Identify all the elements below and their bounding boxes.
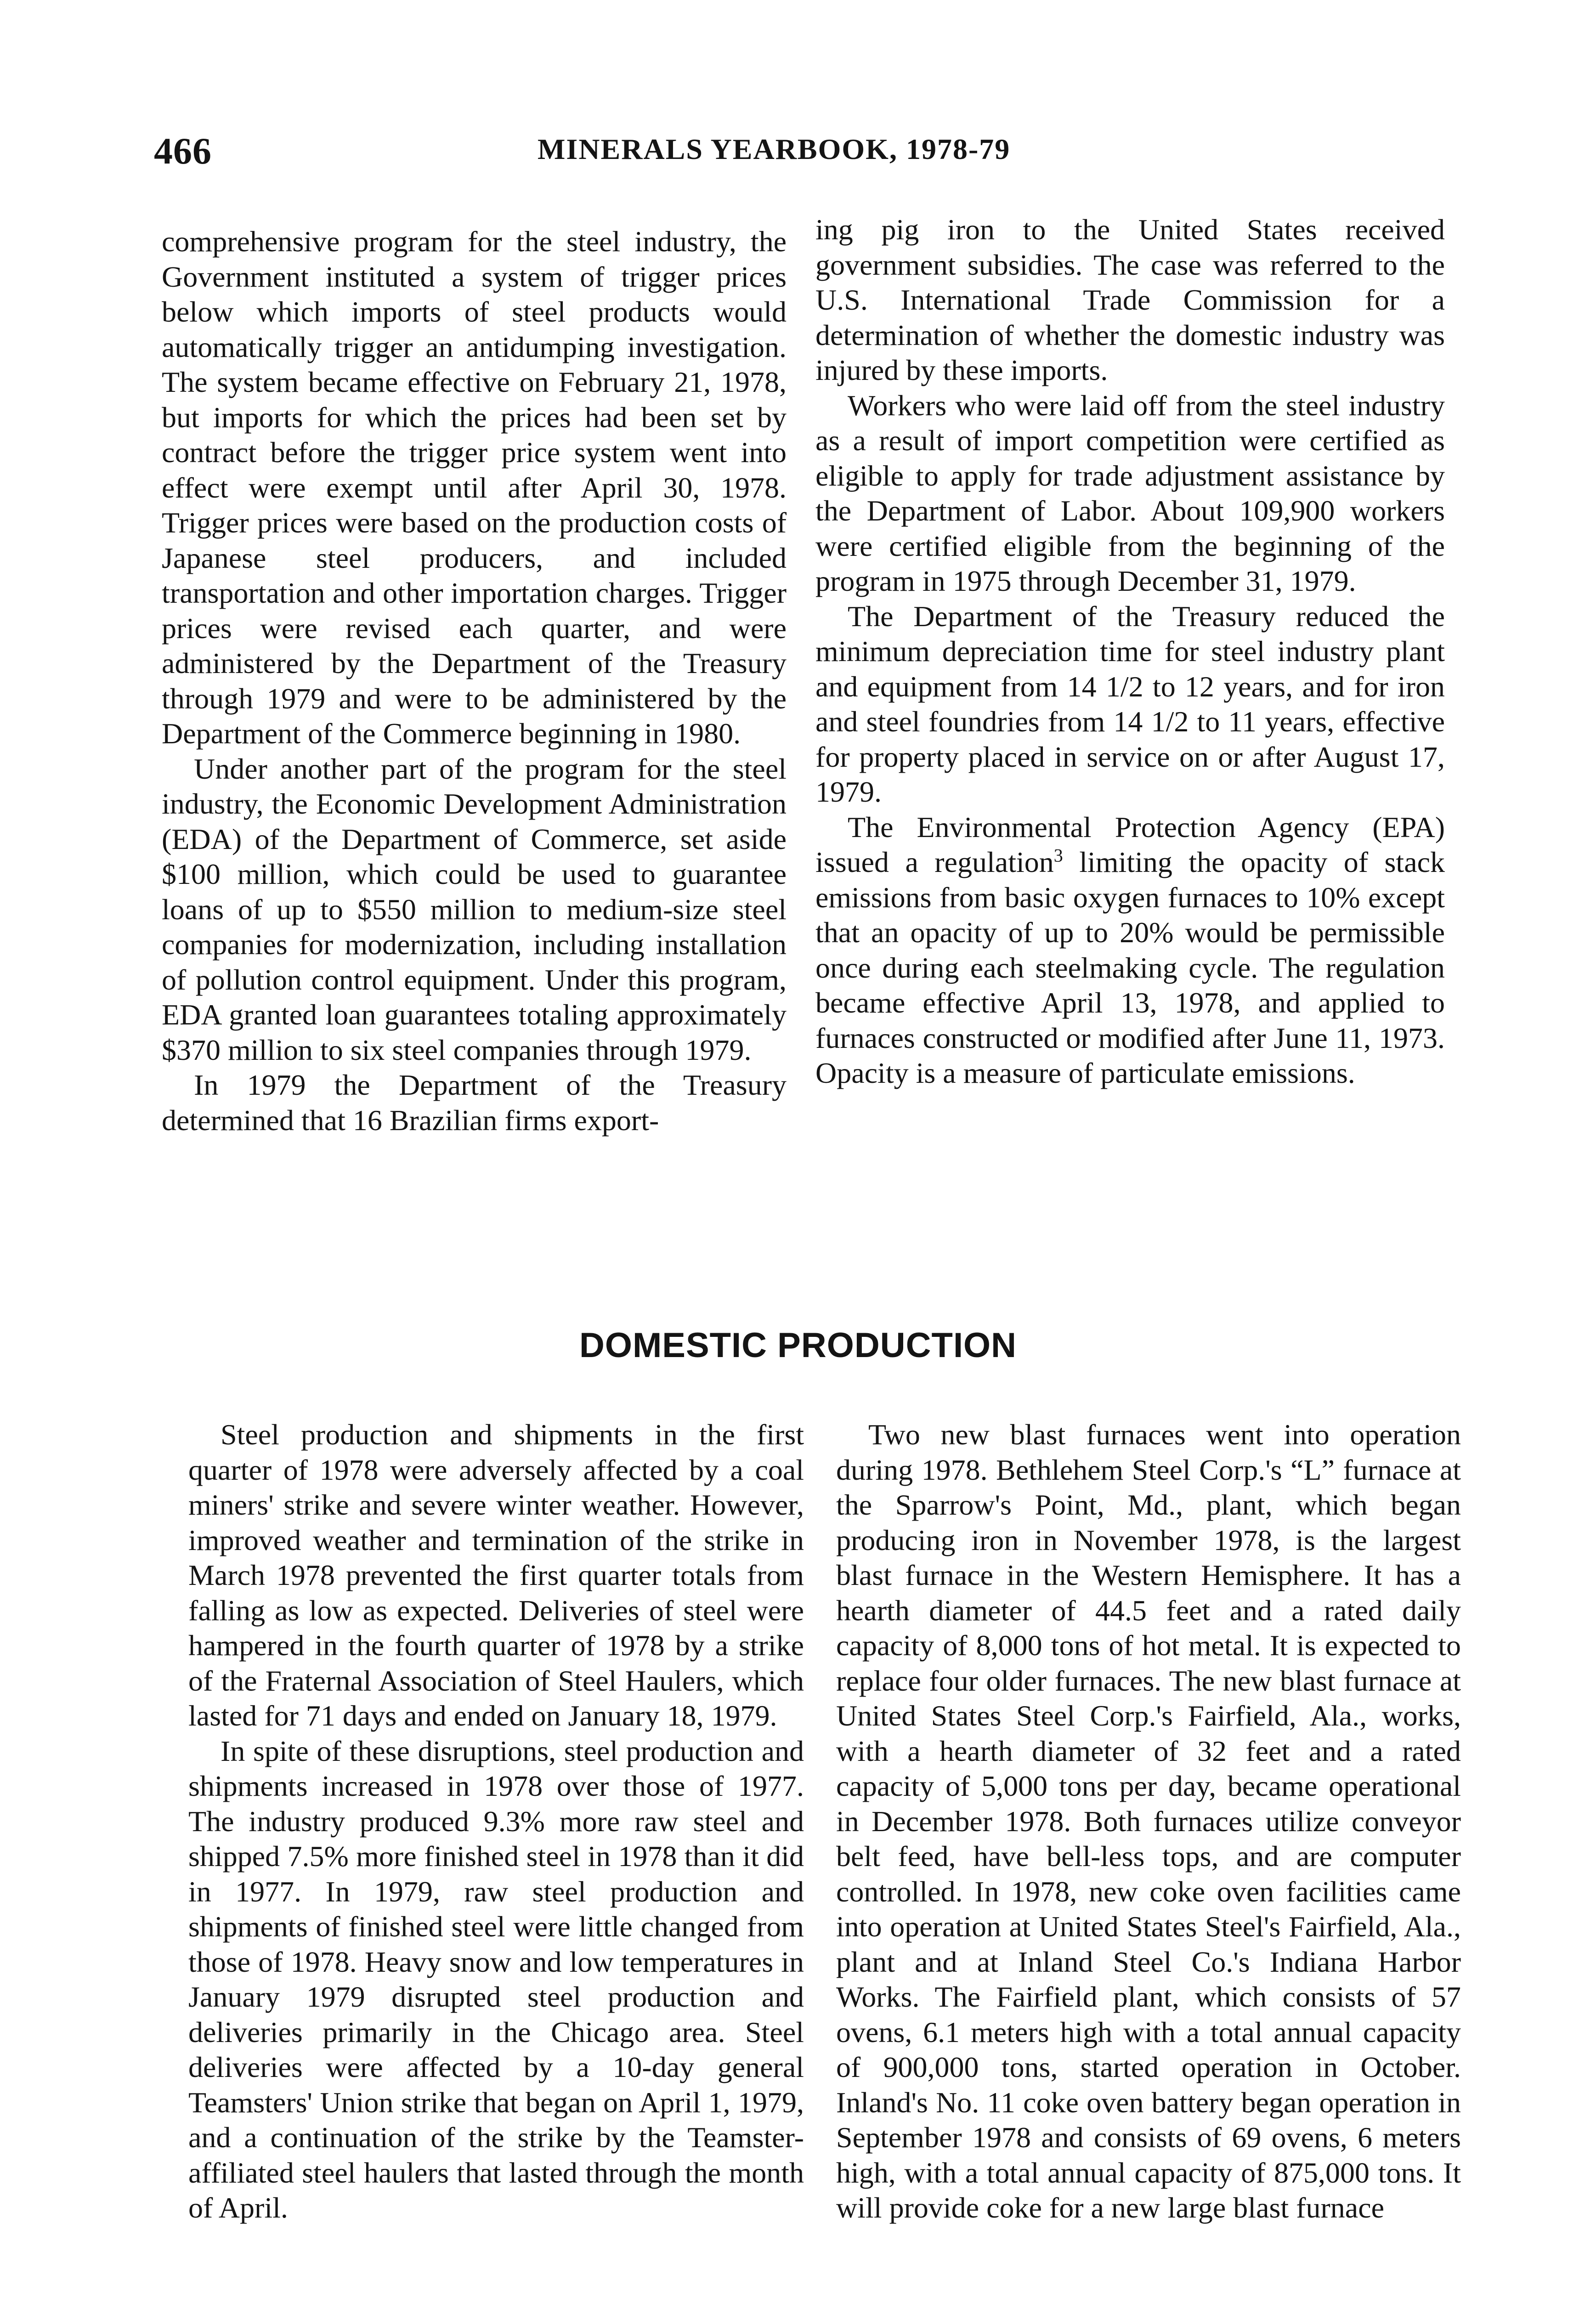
running-title: MINERALS YEARBOOK, 1978-79 (538, 133, 1011, 165)
paragraph-text: limiting the opacity of stack emissions from basic oxygen furnaces to 10% except that an opacity of up to 20% would be permissible once during each steelmaking cycle. The regulation became effective April 13, 1978, and applied to furnaces constructed or modified after June 11, 1973. Opacity is a measure of particulate emissions. (815, 846, 1445, 1089)
paragraph: Under another part of the program for the steel industry, the Economic Development Administration (EDA) of the Department of Commerce, set aside $100 million, which could be used to guarantee loans of up to $550 million to medium-size steel companies for modernization, including installation of pollution control equipment. Under this program, EDA granted loan guarantees totaling approximately $370 million to six steel companies through 1979. (162, 752, 787, 1066)
top-left-column (162, 224, 787, 1138)
page-number: 466 (154, 130, 212, 172)
bottom-left-column (188, 1417, 804, 2226)
bottom-right-column (836, 1417, 1461, 2226)
paragraph: In 1979 the Department of the Treasury determined that 16 Brazilian firms export- (162, 1069, 787, 1137)
top-right-column (815, 212, 1445, 1091)
paragraph: In spite of these disruptions, steel production and shipments increased in 1978 over those of 1977. The industry produced 9.3% more raw steel and shipped 7.5% more finished steel in 1978 than it did in 1977. In 1979, raw steel production and shipments of finished steel were little changed from those of 1978. Heavy snow and low temperatures in January 1979 disrupted steel production and deliveries primarily in the Chicago area. Steel deliveries were affected by a 10-day general Teamsters' Union strike that began on April 1, 1979, and a continuation of the strike by the Teamster-affiliated steel haulers that lasted through the month of April. (188, 1734, 804, 2224)
paragraph: The Department of the Treasury reduced the minimum depreciation time for steel industry plant and equipment from 14 1/2 to 12 years, and for iron and steel foundries from 14 1/2 to 11 years, effective for property placed in service on or after August 17, 1979. (815, 600, 1445, 808)
paragraph: comprehensive program for the steel industry, the Government instituted a system of trigger prices below which imports of steel products would automatically trigger an antidumping investigation. The system became effective on February 21, 1978, but imports for which the prices had been set by contract before the trigger price system went into effect were exempt until after April 30, 1978. Trigger prices were based on the production costs of Japanese steel producers, and included transportation and other importation charges. Trigger prices were revised each quarter, and were administered by the Department of the Treasury through 1979 and were to be administered by the Department of the Commerce beginning in 1980. (162, 225, 787, 750)
paragraph: Workers who were laid off from the steel industry as a result of import competition were certified as eligible to apply for trade adjustment assistance by the Department of Labor. About 109,900 workers were certified eligible from the beginning of the program in 1975 through December 31, 1979. (815, 389, 1445, 597)
paragraph-text: The Environmental Protection Agency (EPA) issued a regulation (815, 810, 1445, 878)
paragraph: Two new blast furnaces went into operation during 1978. Bethlehem Steel Corp.'s “L” furnace at the Sparrow's Point, Md., plant, which began producing iron in November 1978, is the largest blast furnace in the Western Hemisphere. It has a hearth diameter of 44.5 feet and a rated daily capacity of 8,000 tons of hot metal. It is expected to replace four older furnaces. The new blast furnace at United States Steel Corp.'s Fairfield, Ala., works, with a hearth diameter of 32 feet and a rated capacity of 5,000 tons per day, became operational in December 1978. Both furnaces utilize conveyor belt feed, have bell-less tops, and are computer controlled. In 1978, new coke oven facilities came into operation at United States Steel's Fairfield, Ala., plant and at Inland Steel Co.'s Indiana Harbor Works. The Fairfield plant, which consists of 57 ovens, 6.1 meters high with a total annual capacity of 900,000 tons, started operation in October. Inland's No. 11 coke oven battery began operation in September 1978 and consists of 69 ovens, 6 meters high, with a total annual capacity of 875,000 tons. It will provide coke for a new large blast furnace (836, 1418, 1461, 2224)
paragraph: ing pig iron to the United States received government subsidies. The case was referred to the U.S. International Trade Commission for a determination of whether the domestic industry was injured by these imports. (815, 213, 1445, 386)
paragraph (815, 810, 1445, 1091)
paragraph: Steel production and shipments in the first quarter of 1978 were adversely affected by a coal miners' strike and severe winter weather. However, improved weather and termination of the strike in March 1978 prevented the first quarter totals from falling as low as expected. Deliveries of steel were hampered in the fourth quarter of 1978 by a strike of the Fraternal Association of Steel Haulers, which lasted for 71 days and ended on January 18, 1979. (188, 1418, 804, 1732)
section-heading: DOMESTIC PRODUCTION (579, 1326, 1017, 1365)
footnote-mark: 3 (1053, 845, 1063, 866)
